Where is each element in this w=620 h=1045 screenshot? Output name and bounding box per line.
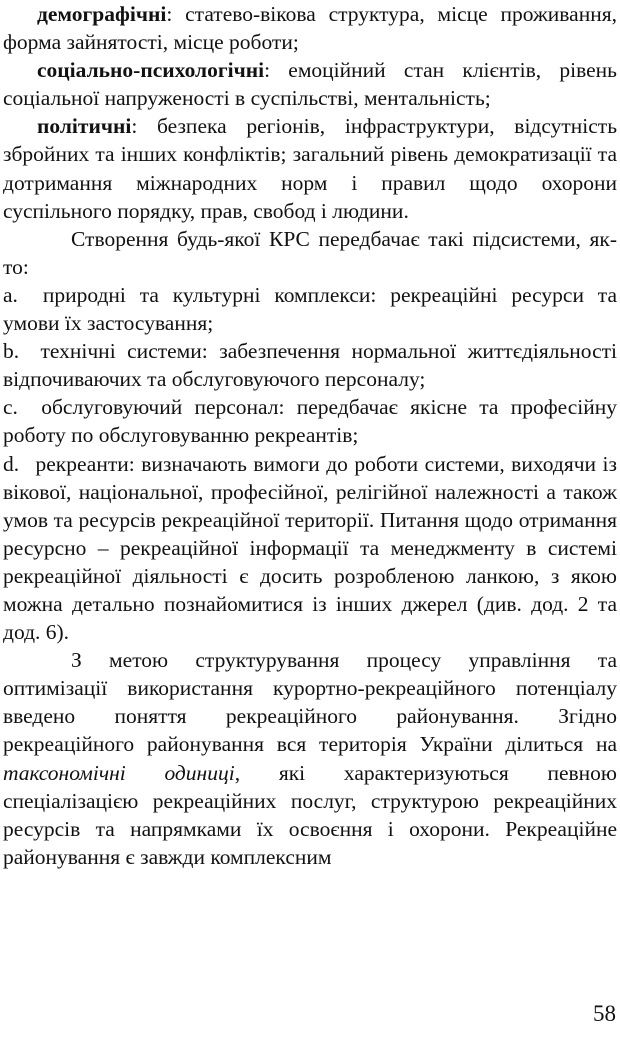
list-text-d: рекреанти: визначають вимоги до роботи системи, виходячи із вікової, національної, професійної, релігійної належності а також умов та ресурсів рекреаційної території. Питання щодо отримання ресурсно – рекреаційної інформації та менеджменту в системі рекреаційної діяльності є досить розробленою ланкою, з якою можна детально познайомитися із інших джерел (див. дод. 2 та дод. 6). (3, 451, 618, 645)
zoning-text-start: З метою структурування процесу управління та оптимізації використання курортно-рекреаційного потенціалу введено поняття рекреаційного районування. Згідно рекреаційного районування вся територія України ділиться на (3, 648, 617, 757)
zoning-italic-term: таксономічні одиниці (3, 760, 235, 785)
text-social: : емоційний стан клієнтів, рівень соціальної напруженості в суспільстві, ментальність; (3, 58, 617, 111)
paragraph-demographic (3, 0, 617, 56)
page-number: 58 (593, 1001, 616, 1026)
list-item-a (3, 281, 617, 337)
document-page (3, 0, 617, 871)
list-item-c (3, 393, 617, 449)
term-social: соціально-психологічні (37, 58, 265, 83)
paragraph-social (3, 56, 617, 112)
list-text-b: технічні системи: забезпечення нормальної життєдіяльності відпочиваючих та обслуговуючого персоналу; (3, 339, 617, 392)
paragraph-political (3, 112, 617, 224)
list-item-d (3, 450, 617, 647)
paragraph-creation: Створення будь-якої КРС передбачає такі підсистеми, як-то: (3, 226, 617, 279)
list-marker-a: a. (3, 282, 18, 307)
term-political: політичні (37, 114, 132, 139)
text-demographic: : статево-вікова структура, місце проживання, форма зайнятості, місце роботи; (3, 2, 617, 55)
zoning-text-end: , які характеризуються певною спеціалізацією рекреаційних послуг, структурою рекреаційних ресурсів та напрямками їх освоєння і охорони. Рекреаційне районування є завжди комплексним (3, 760, 617, 869)
term-demographic: демографічні (37, 2, 167, 26)
list-marker-b: b. (3, 339, 20, 364)
list-item-b (3, 337, 617, 393)
list-text-a: природні та культурні комплекси: рекреаційні ресурси та умови їх застосування; (3, 282, 618, 336)
list-text-c: обслуговуючий персонал: передбачає якісне та професійну роботу по обслуговуванню рекреантів; (3, 395, 617, 448)
text-political: : безпека регіонів, інфраструктури, відсутність збройних та інших конфліктів; загальний рівень демократизації та дотримання міжнародних норм і правил щодо охорони суспільного порядку, прав, свобод і людини. (3, 114, 617, 223)
list-marker-d: d. (3, 451, 20, 476)
paragraph-zoning (3, 646, 617, 871)
list-marker-c: c. (3, 395, 18, 420)
